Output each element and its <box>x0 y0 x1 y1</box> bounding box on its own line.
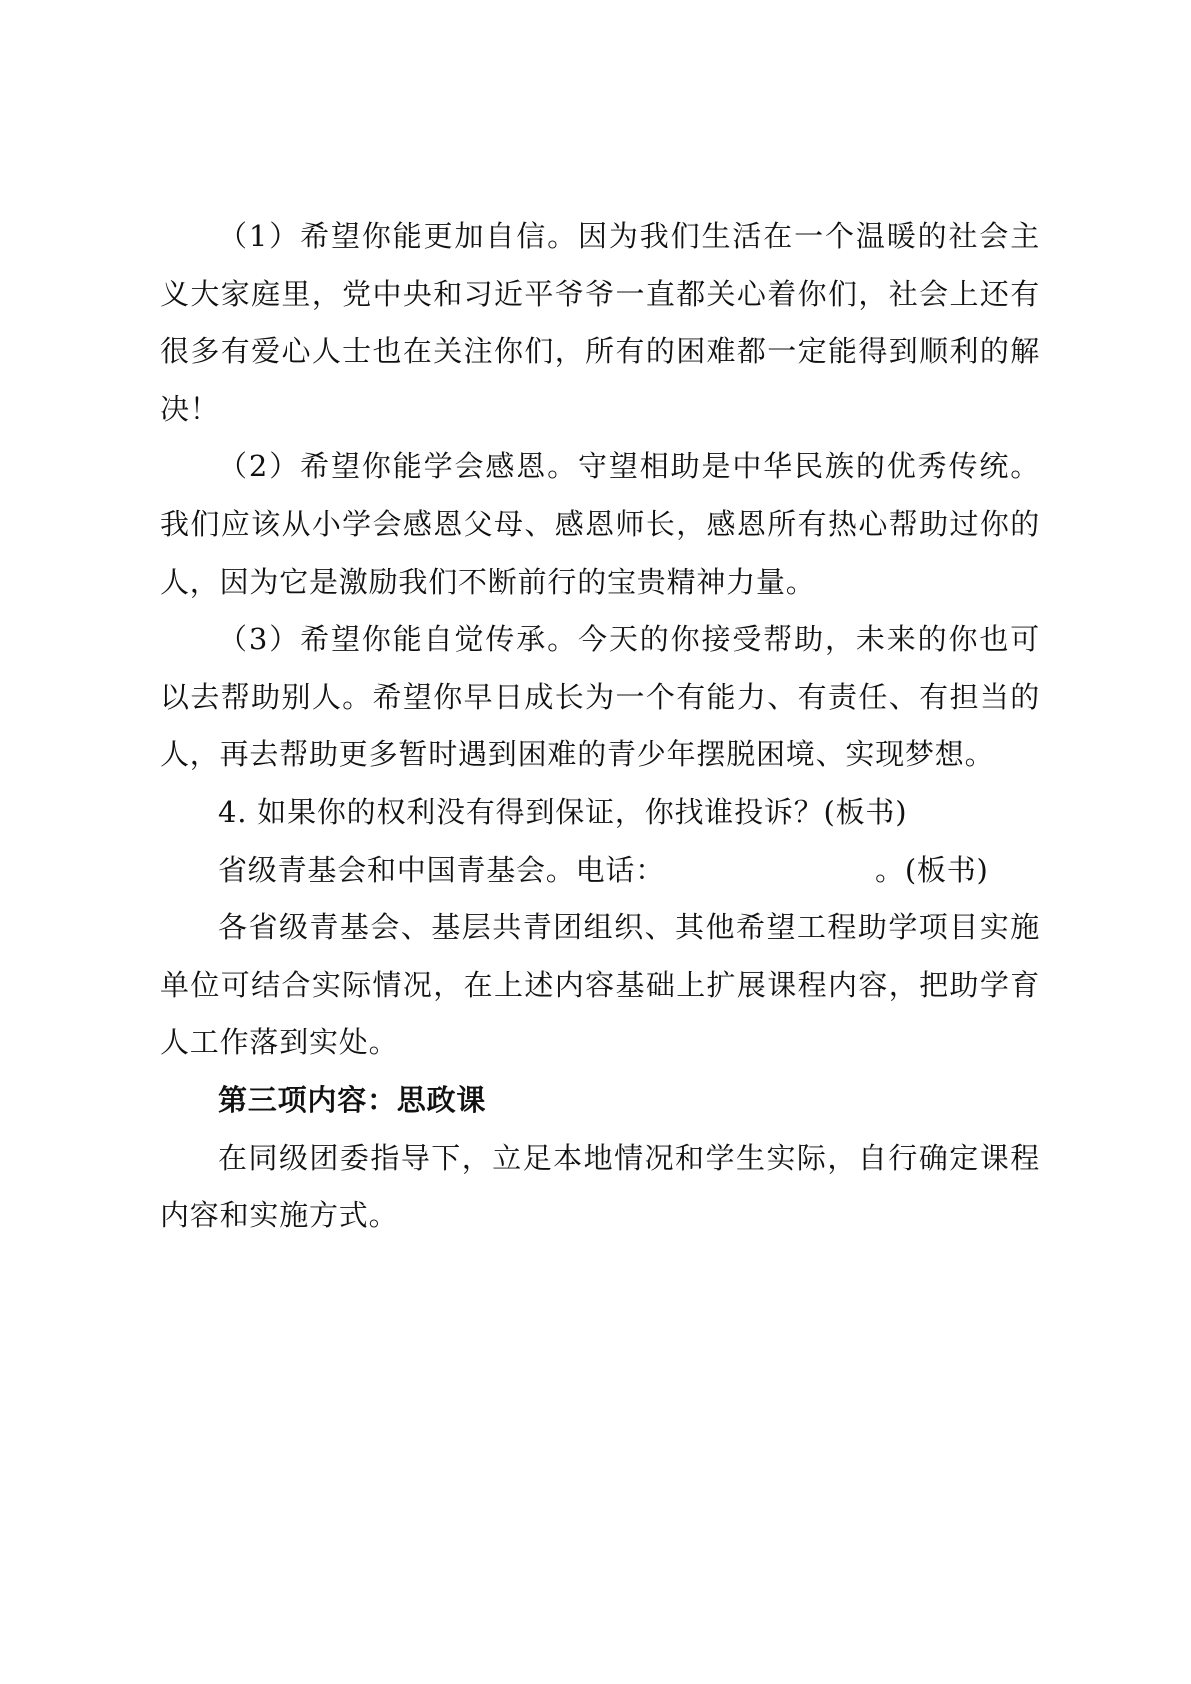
section-heading-third: 第三项内容：思政课 <box>218 1082 487 1117</box>
phone-line-suffix: 。(板书) <box>875 852 989 887</box>
paragraph-third-section-body: 在同级团委指导下，立足本地情况和学生实际，自行确定课程内容和实施方式。 <box>160 1140 1040 1233</box>
paragraph-complaint-question: 4. 如果你的权利没有得到保证，你找谁投诉？(板书) <box>218 794 908 829</box>
paragraph-hope-inheritance: （3）希望你能自觉传承。今天的你接受帮助，未来的你也可以去帮助别人。希望你早日成长为一个有能力、有责任、有担当的人，再去帮助更多暂时遇到困难的青少年摆脱困境、实现梦想。 <box>160 622 1040 772</box>
document-body <box>160 208 1040 1245</box>
paragraph-hope-gratitude: （2）希望你能学会感恩。守望相助是中华民族的优秀传统。我们应该从小学会感恩父母、感恩师长，感恩所有热心帮助过你的人，因为它是激励我们不断前行的宝贵精神力量。 <box>160 449 1040 599</box>
paragraph-hope-confidence: （1）希望你能更加自信。因为我们生活在一个温暖的社会主义大家庭里，党中央和习近平爷爷一直都关心着你们，社会上还有很多有爱心人士也在关注你们，所有的困难都一定能得到顺利的解决！ <box>160 219 1040 426</box>
paragraph-phone-line <box>160 842 1040 900</box>
paragraph-extension-note: 各省级青基会、基层共青团组织、其他希望工程助学项目实施单位可结合实际情况，在上述内容基础上扩展课程内容，把助学育人工作落到实处。 <box>160 910 1040 1060</box>
phone-line-prefix: 省级青基会和中国青基会。电话： <box>218 852 666 887</box>
